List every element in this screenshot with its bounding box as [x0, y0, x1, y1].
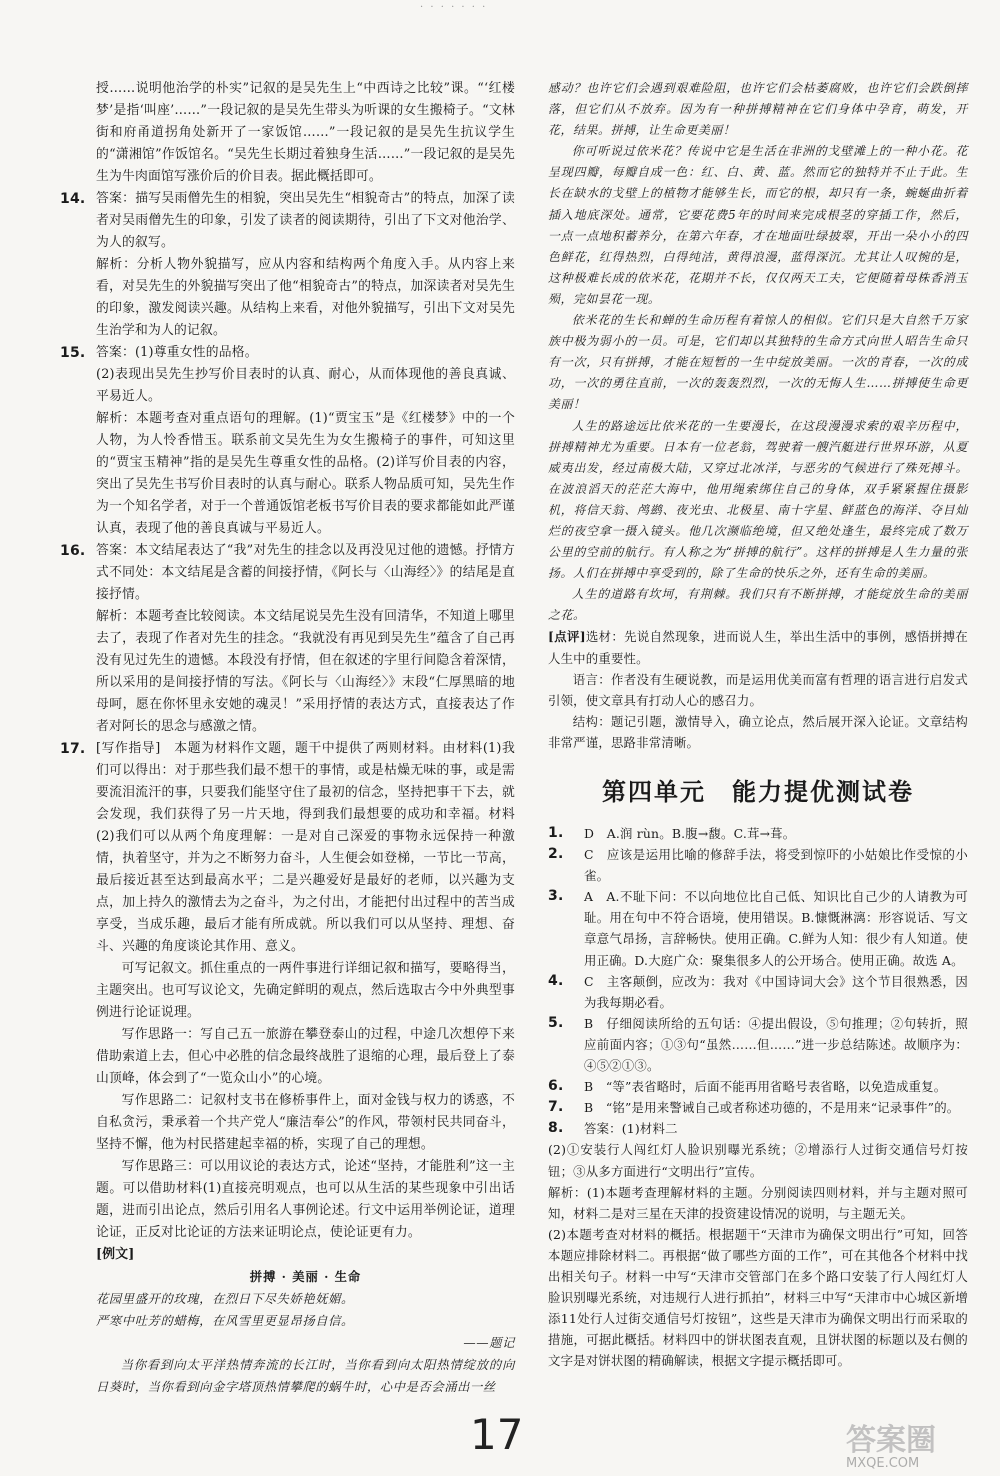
question-number: 2.: [548, 846, 564, 863]
page-number: 17: [470, 1410, 524, 1459]
question-number: 17.: [60, 741, 86, 757]
question-number: 14.: [60, 191, 86, 207]
answer-8: 8. 答案：(1)材料二: [548, 1118, 968, 1139]
watermark-url: MXQE.COM: [846, 1456, 920, 1471]
writing-type-note: 可写记叙文。抓住重点的一两件事进行详细记叙和描写，要略得当，主题突出。也可写议论文，先确定鲜明的观点，然后选取古今中外典型事例进行论证说理。: [96, 961, 515, 1020]
question-number: 4.: [548, 972, 564, 989]
q16-analysis: 解析：本题考查比较阅读。本文结尾说吴先生没有回清华，不知道上哪里去了，表现了作者对先生的挂念。“我就没有再见到吴先生”蕴含了自己再没有见过先生的遗憾。本段没有抒情，但在叙述的字里行间隐含着深情，所以采用的是间接抒情的写法。《阿长与〈山海经〉》末段“仁厚黑暗的地母呵，愿在你怀里永安她的魂灵！”采用抒情的表达方式，直接表达了作者对阿长的思念与感激之情。: [96, 609, 515, 734]
unit-heading: 第四单元 能力提优测试卷: [602, 778, 914, 806]
q15-analysis: 解析：本题考查对重点语句的理解。(1)“贾宝玉”是《红楼梦》中的一个人物，为人怜香惜玉。联系前文吴先生为女生搬椅子的事件，可知这里的“贾宝玉精神”指的是吴先生尊重女性的品格。(2)详写价目表的内容，突出了吴先生书写价目表时的认真与耐心。联系人物品质可知，吴先生作为一个知名学者，对于一个普通饭馆老板书写价目表的要求都能如此严谨认真，表现了他的善良真诚与平易近人。: [96, 411, 515, 536]
site-watermark: [846, 1423, 936, 1471]
question-number: 5.: [548, 1014, 564, 1031]
review-selection: [点评]选材：先说自然现象，进而说人生，举出生活中的事例，感悟拼搏在人生中的重要性。: [548, 629, 969, 666]
review-label: [点评]: [548, 629, 586, 645]
q16-answer: 16. 答案：本文结尾表达了“我”对先生的挂念以及再没见过他的遗憾。抒情方式不同处：本文结尾是含蓄的间接抒情，《阿长与〈山海经〉》的结尾是直接抒情。: [60, 540, 515, 606]
essay-epigraph-signature: ——题记: [463, 1336, 515, 1350]
question-number: 16.: [60, 543, 86, 559]
answer-7: 7. B “铭”是用来警诫自己或者称述功德的，不是用来“记录事件”的。: [548, 1097, 968, 1118]
writing-idea-3: 写作思路三：可以用议论的表达方式，论述“坚持，才能胜利”这一主题。可以借助材料(1)直接亮明观点，也可以从生活的某些现象中引出话题，进而引出论点，然后引用名人事例论述。行文中运用举例论证，道理论证，正反对比论证的方法来证明论点，使论证更有力。: [96, 1159, 515, 1240]
review-structure: 结构：题记引题，激情导入，确立论点，然后展开深入论证。文章结构非常严谨，思路非常清晰。: [548, 713, 968, 750]
answer-3: 3. A A.不耻下问：不以向地位比自己低、知识比自己少的人请教为可耻。用在句中不符合语境，使用错误。B.慷慨淋漓：形容说话、写文章意气昂扬，言辞畅快。使用正确。C.鲜为人知：很少有人知道。使用正确。D.大庭广众：聚集很多人的公开场合。使用正确。故选 A。: [548, 888, 968, 968]
q15-answer-part2: (2)表现出吴先生抄写价目表时的认真、耐心，从而体现他的善良真诚、平易近人。: [96, 367, 515, 404]
essay-title: 拼搏 · 美丽 · 生命: [249, 1269, 362, 1284]
right-column: [548, 78, 968, 1371]
essay-paragraph-2: 你可听说过依米花？传说中它是生活在非洲的戈壁滩上的一种小花。花呈现四瓣，每瓣自成一色：红、白、黄、蓝。然而它的独特并不止于此。生长在缺水的戈壁上的植物才能够生长，而它的根，却只有一条，蜿蜒曲折着插入地底深处。通常，它要花费5年的时间来完成根茎的穿插工作，然后，一点一点地积蓄养分，在第六年春，才在地面吐绿披翠，开出一朵小小的四色鲜花，红得热烈，白得纯洁，黄得浪漫，蓝得深沉。尤其让人叹惋的是，这种极难长成的依米花，花期并不长，仅仅两天工夫，它便随着母株香消玉殒，完如昙花一现。: [548, 144, 968, 306]
example-essay-label: [例文]: [96, 1247, 135, 1262]
answer-8-analysis-1: 解析：(1)本题考查理解材料的主题。分别阅读四则材料，并与主题对照可知，材料二是对三星在天津的投资建设情况的说明，与主题无关。: [548, 1184, 968, 1221]
top-scan-mark: · · · · · · ·: [420, 2, 488, 13]
essay-paragraph-3: 依米花的生长和蝉的生命历程有着惊人的相似。它们只是大自然千万家族中极为弱小的一员。可是，它们却以其独特的生命方式向世人昭告生命只有一次，只有拼搏，才能在短暂的一生中绽放美丽。一次的青春，一次的成功，一次的勇往直前，一次的轰轰烈烈，一次的无悔人生……拼搏使生命更美丽！: [548, 313, 968, 412]
question-number: 7.: [548, 1099, 564, 1116]
q14-answer: 14. 答案：描写吴雨僧先生的相貌，突出吴先生“相貌奇古”的特点，加深了读者对吴雨僧先生的印象，引发了读者的阅读期待，引出了下文对他治学、为人的叙写。: [60, 188, 515, 254]
answer-4: 4. C 主客颠倒，应改为：我对《中国诗词大会》这个节目很熟悉，因为我每期必看。: [548, 972, 968, 1010]
essay-paragraph-5: 人生的道路有坎坷，有荆棘。我们只有不断拼搏，才能绽放生命的美丽之花。: [548, 587, 968, 623]
question-number: 15.: [60, 345, 86, 361]
answer-8-part2: (2)①安装行人闯红灯人脸识别曝光系统；②增添行人过街交通信号灯按钮；③从多方面进行“文明出行”宣传。: [548, 1142, 968, 1179]
answer-5: 5. B 仔细阅读所给的五句话：④提出假设，⑤句推理；②句转折，照应前面内容；①③句“虽然……但……”进一步总结陈述。故顺序为：④⑤②①③。: [548, 1014, 968, 1074]
writing-idea-1: 写作思路一：写自己五一旅游在攀登泰山的过程，中途几次想停下来借助索道上去，但心中必胜的信念最终战胜了退缩的心理，最后登上了泰山顶峰，体会到了“一览众山小”的心境。: [96, 1027, 515, 1086]
q15-answer: 15. 答案：(1)尊重女性的品格。: [60, 342, 515, 364]
q14-analysis: 解析：分析人物外貌描写，应从内容和结构两个角度入手。从内容上来看，对吴先生的外貌描写突出了他“相貌奇古”的特点，加深读者对吴先生的印象，激发阅读兴趣。从结构上来看，对他外貌描写，引出下文对吴先生治学和为人的记叙。: [96, 257, 515, 338]
left-column: [60, 78, 515, 1398]
question-number: 1.: [548, 825, 564, 841]
essay-paragraph-1-continued: 感动？也许它们会遇到艰难险阻，也许它们会枯萎腐败，也许它们会跌倒摔落，但它们从不放弃。因为有一种拼搏精神在它们身体中孕育，萌发，开花，结果。拼搏，让生命更美丽！: [548, 81, 968, 138]
q17-writing-guide: 17. [写作指导] 本题为材料作文题，题干中提供了两则材料。由材料(1)我们可以得出：对于那些我们最不想干的事情，或是枯燥无味的事，或是需要流泪流汗的事，只要我们能坚守住了最初的信念，坚持把事干下去，就会发现，我们获得了另一片天地，得到我们最想要的成功和幸福。材料(2)我们可以从两个角度理解：一是对自己深爱的事物永远保持一种激情，执着坚守，并为之不断努力奋斗，人生便会如登梯，一节比一节高，最后接近甚至达到最高水平；二是兴趣爱好是最好的老师，以兴趣为支点，加上持久的激情去为之奋斗，为之付出，才能把付出过程中的苦当成享受，当成乐趣，最后才能有所成就。所以我们可以从坚持、理想、奋斗、兴趣的角度谈论其作用、意义。: [60, 738, 515, 958]
question-number: 3.: [548, 888, 564, 905]
review-language: 语言：作者没有生硬说教，而是运用优美而富有哲理的语言进行启发式引领，使文章具有打动人心的感召力。: [548, 671, 968, 708]
question-number: 8.: [548, 1120, 564, 1137]
writing-idea-2: 写作思路二：记叙村支书在修桥事件上，面对金钱与权力的诱惑，不自私贪污，秉承着一个共产党人“廉洁奉公”的作风，带领村民共同奋斗，坚持不懈，他为村民搭建起幸福的桥，实现了自己的理想。: [96, 1093, 515, 1152]
q13-analysis-tail: 授……说明他治学的朴实”记叙的是吴先生上“中西诗之比较”课。“‘红楼梦’是指‘叫座’……”一段记叙的是吴先生带头为听课的女生搬椅子。“文林街和府甬道拐角处新开了一家饭馆……”一段记叙的是吴先生抗议学生的“潇湘馆”作饭馆名。“吴先生长期过着独身生活……”一段记叙的是吴先生为牛肉面馆写涨价后的价目表。据此概括即可。: [96, 81, 515, 184]
essay-paragraph-1: 当你看到向太平洋热情奔流的长江时，当你看到向太阳热情绽放的向日葵时，当你看到向金字塔顶热情攀爬的蜗牛时，心中是否会涌出一丝: [96, 1358, 515, 1394]
question-number: 6.: [548, 1078, 564, 1095]
watermark-logo-text: 答案圈: [846, 1423, 936, 1458]
essay-paragraph-4: 人生的路途远比依米花的一生要漫长，在这段漫漫求索的艰辛历程中，拼搏精神尤为重要。日本有一位老翁，驾驶着一艘汽艇进行世界环游，从夏威夷出发，经过南极大陆，又穿过北冰洋，与恶劣的气候进行了殊死搏斗。在波浪滔天的茫茫大海中，他用绳索绑住自己的身体，双手紧紧握住摄影机，将信天翁、鸬鹚、夜光虫、北极星、南十字星、鲜蓝色的海洋、夺目灿烂的夜空拿一摄入镜头。他几次濒临绝境，但又绝处逢生，最终完成了数万公里的空前的航行。有人称之为“拼搏的航行”。这样的拼搏是人生力量的张扬。人们在拼搏中享受到的，除了生命的快乐之外，还有生命的美丽。: [548, 418, 968, 581]
essay-epigraph-line-2: 严寒中吐芳的蜡梅，在风雪里更显昂扬自信。: [96, 1314, 354, 1328]
answer-2: 2. C 应该是运用比喻的修辞手法，将受到惊吓的小姑娘比作受惊的小雀。: [548, 846, 968, 884]
essay-epigraph-line-1: 花园里盛开的玫瑰，在烈日下尽失娇艳妩媚。: [96, 1292, 354, 1306]
answer-6: 6. B “等”表省略时，后面不能再用省略号表省略，以免造成重复。: [548, 1076, 968, 1097]
answer-1: 1. D A.润 rùn。B.腹→馥。C.茸→葺。: [548, 823, 968, 844]
answer-8-analysis-2: (2)本题考查对材料的概括。根据题干“天津市为确保文明出行”可知，回答本题应排除材料二。再根据“做了哪些方面的工作”，可在其他各个材料中找出相关句子。材料一中写“天津市交管部门在多个路口安装了行人闯红灯人脸识别曝光系统，对违规行人进行抓拍”，材料三中写“天津市中心城区新增添11处行人过街交通信号灯按钮”，这些是天津市为确保文明出行而采取的措施，可据此概括。材料四中的饼状图表直观，且饼状图的标题以及右侧的文字是对饼状图的精确解读，根据文字提示概括即可。: [548, 1226, 968, 1369]
